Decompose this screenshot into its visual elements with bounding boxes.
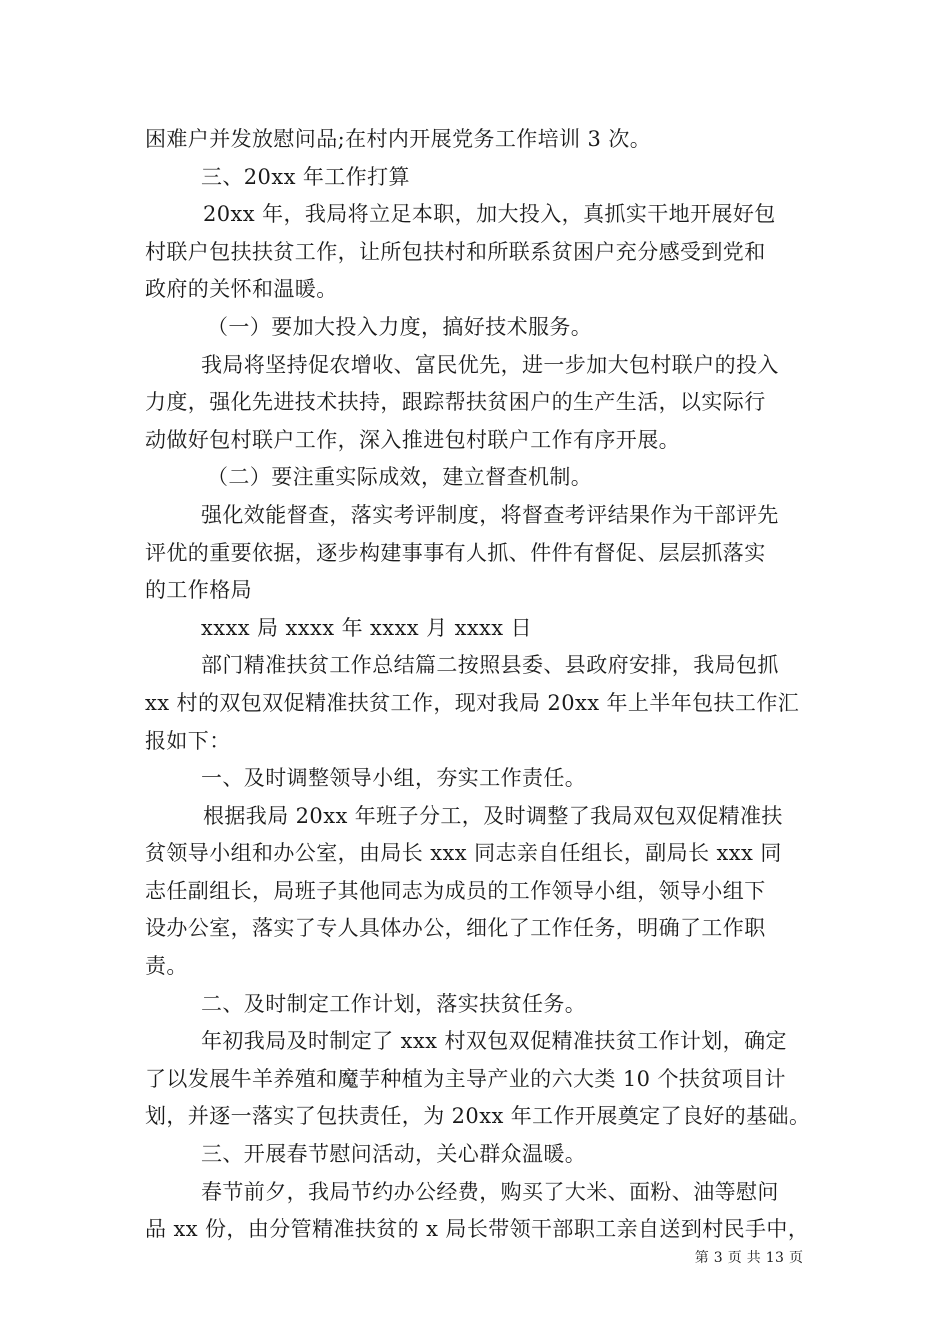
text-line: 动做好包村联户工作，深入推进包村联户工作有序开展。 bbox=[145, 427, 680, 452]
text-line: 力度，强化先进技术扶持，跟踪帮扶贫困户的生产生活，以实际行 bbox=[145, 390, 766, 415]
text-line: 的工作格局 bbox=[145, 578, 252, 603]
section-heading: 二、及时制定工作计划，落实扶贫任务。 bbox=[201, 991, 587, 1016]
text-line: 春节前夕，我局节约办公经费，购买了大米、面粉、油等慰问 bbox=[201, 1179, 779, 1204]
text-line: 我局将坚持促农增收、富民优先，进一步加大包村联户的投入 bbox=[201, 352, 779, 377]
text-line: 村联户包扶扶贫工作，让所包扶村和所联系贫困户充分感受到党和 bbox=[145, 239, 766, 264]
section-heading: 三、20xx 年工作打算 bbox=[201, 164, 410, 189]
text-line: 根据我局 20xx 年班子分工，及时调整了我局双包双促精准扶 bbox=[203, 803, 783, 828]
signature-date-line: xxxx 局 xxxx 年 xxxx 月 xxxx 日 bbox=[201, 615, 533, 640]
text-line: 责。 bbox=[145, 954, 188, 979]
section-heading: 一、及时调整领导小组，夯实工作责任。 bbox=[201, 766, 587, 791]
document-body bbox=[145, 121, 815, 1249]
page-footer bbox=[0, 1247, 950, 1267]
subsection-heading: （一）要加大投入力度，搞好技术服务。 bbox=[207, 314, 593, 339]
text-line: 部门精准扶贫工作总结篇二按照县委、县政府安排，我局包抓 bbox=[201, 653, 779, 678]
text-line: 贫领导小组和办公室，由局长 xxx 同志亲自任组长，副局长 xxx 同 bbox=[145, 841, 782, 866]
text-line: 报如下： bbox=[145, 728, 231, 753]
text-line: xx 村的双包双促精准扶贫工作，现对我局 20xx 年上半年包扶工作汇 bbox=[145, 690, 800, 715]
text-line: 困难户并发放慰问品;在村内开展党务工作培训 3 次。 bbox=[145, 127, 652, 151]
text-line: 了以发展牛羊养殖和魔芋种植为主导产业的六大类 10 个扶贫项目计 bbox=[145, 1066, 786, 1091]
text-line: 强化效能督查，落实考评制度，将督查考评结果作为干部评先 bbox=[201, 502, 779, 527]
text-line: 品 xx 份，由分管精准扶贫的 x 局长带领干部职工亲自送到村民手中， bbox=[145, 1217, 810, 1242]
text-line: 20xx 年，我局将立足本职，加大投入，真抓实干地开展好包 bbox=[203, 202, 776, 227]
page-number: 第 3 页 共 13 页 bbox=[694, 1250, 804, 1266]
text-line: 评优的重要依据，逐步构建事事有人抓、件件有督促、层层抓落实 bbox=[145, 540, 766, 565]
text-line: 政府的关怀和温暖。 bbox=[145, 277, 338, 302]
text-line: 设办公室，落实了专人具体办公，细化了工作任务，明确了工作职 bbox=[145, 916, 766, 941]
text-line: 志任副组长，局班子其他同志为成员的工作领导小组，领导小组下 bbox=[145, 878, 766, 903]
text-line: 划，并逐一落实了包扶责任，为 20xx 年工作开展奠定了良好的基础。 bbox=[145, 1104, 811, 1129]
text-line: 年初我局及时制定了 xxx 村双包双促精准扶贫工作计划，确定 bbox=[201, 1029, 787, 1054]
section-heading: 三、开展春节慰问活动，关心群众温暖。 bbox=[201, 1142, 587, 1167]
subsection-heading: （二）要注重实际成效，建立督查机制。 bbox=[207, 465, 593, 490]
